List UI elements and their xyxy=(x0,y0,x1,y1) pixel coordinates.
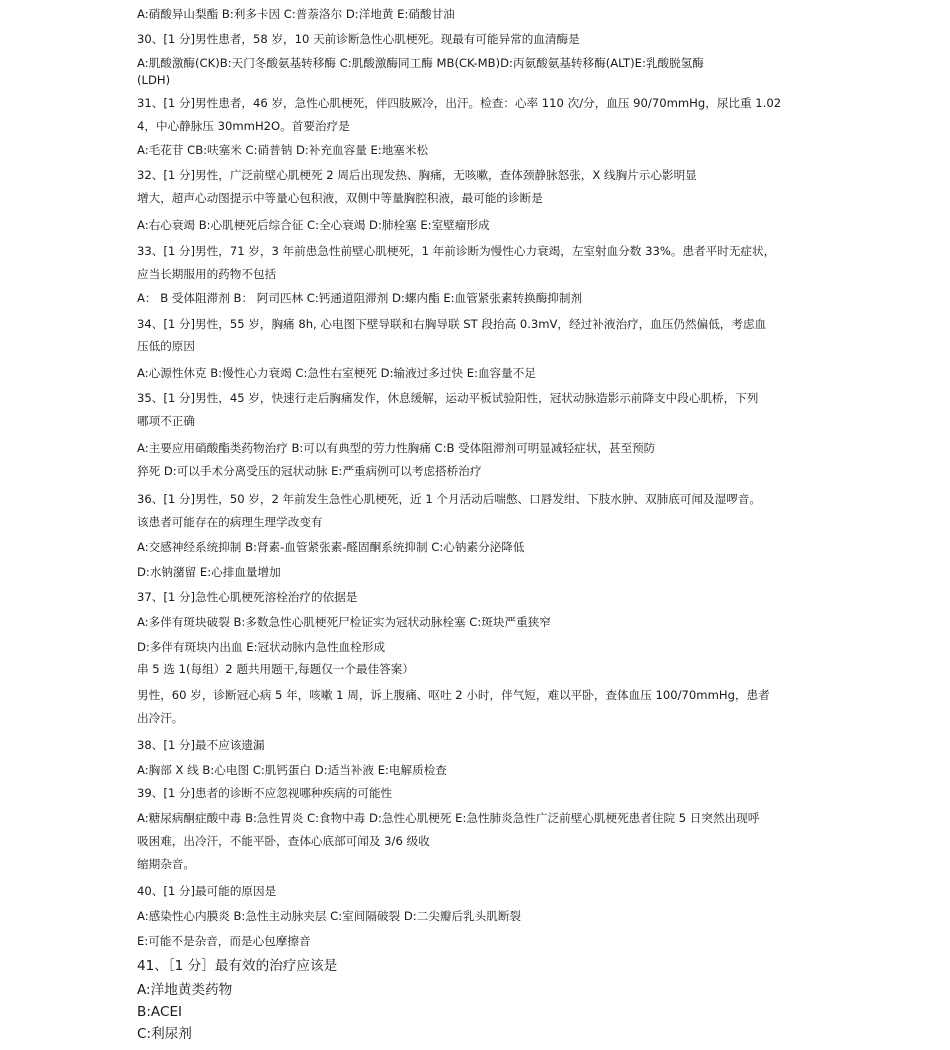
option-line: A:洋地黄类药物 xyxy=(137,982,233,998)
option-line: A:感染性心内膜炎 B:急性主动脉夹层 C:室间隔破裂 D:二尖瓣后乳头肌断裂 xyxy=(137,909,522,923)
question-35: 35、[1 分]男性，45 岁，快速行走后胸痛发作，休息缓解，运动平板试验阳性，冠状动脉造影示前降支中段心肌桥，下列 xyxy=(137,391,759,405)
option-line: A:胸部 X 线 B:心电图 C:肌钙蛋白 D:适当补液 E:电解质检查 xyxy=(137,763,447,777)
option-line: A:主要应用硝酸酯类药物治疗 B:可以有典型的劳力性胸痛 C:B 受体阻滞剂可明显减轻症状，甚至预防 xyxy=(137,441,656,455)
option-line: A:交感神经系统抑制 B:肾素-血管紧张素-醛固酮系统抑制 C:心钠素分泌降低 xyxy=(137,540,525,554)
option-line: E:可能不是杂音，而是心包摩擦音 xyxy=(137,934,311,948)
case-stem-cont: 缩期杂音。 xyxy=(137,857,195,871)
option-line: A:硝酸异山梨酯 B:利多卡因 C:普萘洛尔 D:洋地黄 E:硝酸甘油 xyxy=(137,7,455,21)
option-line: A:右心衰竭 B:心肌梗死后综合征 C:全心衰竭 D:肺栓塞 E:室壁瘤形成 xyxy=(137,218,490,232)
option-line: A:心源性休克 B:慢性心力衰竭 C:急性右室梗死 D:输液过多过快 E:血容量不足 xyxy=(137,366,536,380)
question-41: 41、［1 分］最有效的治疗应该是 xyxy=(137,958,338,974)
question-39: 39、[1 分]患者的诊断不应忽视哪种疾病的可能性 xyxy=(137,786,393,800)
option-line: A： B 受体阻滞剂 B： 阿司匹林 C:钙通道阻滞剂 D:螺内酯 E:血管紧张素转换酶抑制剂 xyxy=(137,291,583,305)
option-line: 猝死 D:可以手术分离受压的冠状动脉 E:严重病例可以考虑搭桥治疗 xyxy=(137,464,482,478)
option-line: A:多伴有斑块破裂 B:多数急性心肌梗死尸检证实为冠状动脉栓塞 C:斑块严重狭窄 xyxy=(137,615,551,629)
question-34: 34、[1 分]男性，55 岁，胸痛 8h, 心电图下壁导联和右胸导联 ST 段抬高 0.3mV，经过补液治疗，血压仍然偏低，考虑血 xyxy=(137,317,767,331)
question-40: 40、[1 分]最可能的原因是 xyxy=(137,884,277,898)
question-37: 37、[1 分]急性心肌梗死溶栓治疗的依据是 xyxy=(137,590,358,604)
question-34-cont: 压低的原因 xyxy=(137,339,195,353)
question-32: 32、[1 分]男性，广泛前壁心肌梗死 2 周后出现发热、胸痛，无咳嗽，查体颈静脉怒张，X 线胸片示心影明显 xyxy=(137,168,697,182)
question-31-cont: 4，中心静脉压 30mmH2O。首要治疗是 xyxy=(137,119,350,133)
option-line: C:利尿剂 xyxy=(137,1026,192,1042)
question-36: 36、[1 分]男性，50 岁，2 年前发生急性心肌梗死，近 1 个月活动后喘憋、口唇发绀、下肢水肿、双肺底可闻及湿啰音。 xyxy=(137,492,762,506)
case-stem: 吸困难，出冷汗，不能平卧，查体心底部可闻及 3/6 级收 xyxy=(137,834,430,848)
case-stem-cont: 出冷汗。 xyxy=(137,711,184,725)
question-32-cont: 增大，超声心动图提示中等量心包积液，双侧中等量胸腔积液，最可能的诊断是 xyxy=(137,191,543,205)
question-31: 31、[1 分]男性患者，46 岁，急性心肌梗死，伴四肢厥冷，出汗。检查：心率 110 次/分，血压 90/70mmHg，尿比重 1.02 xyxy=(137,96,782,110)
question-38: 38、[1 分]最不应该遗漏 xyxy=(137,738,265,752)
question-33-cont: 应当长期服用的药物不包括 xyxy=(137,267,277,281)
section-instruction: 串 5 选 1(每组）2 题共用题干,每题仅一个最佳答案） xyxy=(137,662,414,676)
question-33: 33、[1 分]男性，71 岁，3 年前患急性前壁心肌梗死，1 年前诊断为慢性心力衰竭，左室射血分数 33%。患者平时无症状， xyxy=(137,244,776,258)
case-stem: 男性，60 岁，诊断冠心病 5 年，咳嗽 1 周，诉上腹痛、呕吐 2 小时，伴气短，难以平卧，查体血压 100/70mmHg，患者 xyxy=(137,688,770,702)
option-line: B:ACEI xyxy=(137,1004,183,1020)
option-line: D:多伴有斑块内出血 E:冠状动脉内急性血栓形成 xyxy=(137,640,386,654)
question-30: 30、[1 分]男性患者，58 岁，10 天前诊断急性心肌梗死。现最有可能异常的血清酶是 xyxy=(137,32,580,46)
option-line: A:毛花苷 CB:呋塞米 C:硝普钠 D:补充血容量 E:地塞米松 xyxy=(137,143,429,157)
question-35-cont: 哪项不正确 xyxy=(137,414,195,428)
option-line: A:肌酸激酶(CK)B:天门冬酸氨基转移酶 C:肌酸激酶同工酶 MB(CK-MB)D:丙氨酸氨基转移酶(ALT)E:乳酸脱氢酶 xyxy=(137,56,704,70)
question-36-cont: 该患者可能存在的病理生理学改变有 xyxy=(137,515,323,529)
option-line: (LDH) xyxy=(137,73,171,87)
option-line: D:水钠潴留 E:心排血量增加 xyxy=(137,565,281,579)
option-line: A:糖尿病酮症酸中毒 B:急性胃炎 C:食物中毒 D:急性心肌梗死 E:急性肺炎急性广泛前壁心肌梗死患者住院 5 日突然出现呼 xyxy=(137,811,760,825)
